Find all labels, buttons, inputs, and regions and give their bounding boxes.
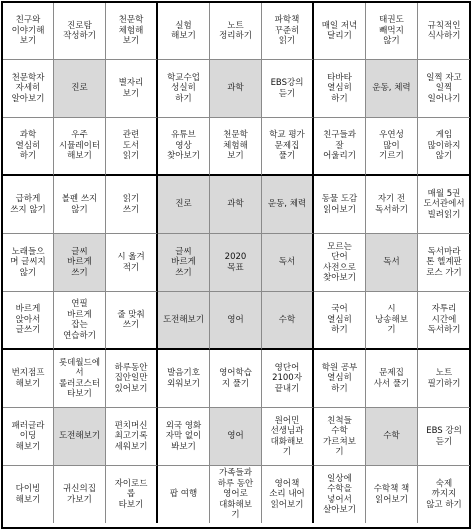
goal-cell: 천문학 체험해 보기 bbox=[106, 3, 158, 60]
goal-cell: 천문학 체험해 보기 bbox=[210, 118, 262, 176]
goal-cell-category: 영어 bbox=[210, 408, 262, 466]
goal-cell: 숙제 까지지 않고 하기 bbox=[426, 478, 462, 510]
goal-cell-category: 2020 목표 bbox=[210, 234, 262, 292]
goal-cell: 팝 여행 bbox=[158, 466, 210, 523]
goal-cell: 다이빙 해보기 bbox=[3, 466, 54, 523]
goal-cell-category: 도전해보기 bbox=[54, 408, 106, 466]
goal-cell-category: 운동, 체력 bbox=[262, 176, 314, 234]
goal-cell: 태권도 빼먹지 않기 bbox=[366, 3, 418, 60]
goal-cell-category: 수학 bbox=[366, 408, 418, 466]
goal-cell: 수학책 책 읽어보기 bbox=[366, 466, 418, 523]
goal-cell: 일찍 자고 일찍 일어나기 bbox=[418, 60, 470, 118]
goal-cell: 학원 공부 열심히 하기 bbox=[314, 350, 366, 408]
goal-cell: 자이로드 롭 타보기 bbox=[106, 466, 158, 523]
goal-cell-category: 수학 bbox=[262, 292, 314, 350]
goal-cell: 국어 열심히 하기 bbox=[314, 292, 366, 350]
goal-cell: 동물 도감 읽어보기 bbox=[314, 176, 366, 234]
goal-cell: 줄 맞춰 쓰기 bbox=[106, 292, 158, 350]
goal-cell-category: 진로 bbox=[54, 60, 106, 118]
goal-cell: 친척들 수학 가르쳐보 기 bbox=[314, 408, 366, 466]
goal-cell: 영어학습 지 풀기 bbox=[210, 350, 262, 408]
goal-cell: 게임 많이하지 않기 bbox=[418, 118, 470, 176]
goal-cell-category: 독서 bbox=[262, 234, 314, 292]
goal-cell: 우연성 많이 기르기 bbox=[366, 118, 418, 176]
goal-cell: 모르는 단어 사전으로 찾아보기 bbox=[314, 234, 366, 292]
goal-cell: 번지점프 해보기 bbox=[3, 350, 54, 408]
goal-cell: 관련 도서 읽기 bbox=[106, 118, 158, 176]
goal-cell: 진로탐 작성하기 bbox=[54, 3, 106, 60]
goal-cell: 연필 바르게 잡는 연습하기 bbox=[54, 292, 106, 350]
goal-cell: EBS 강의 듣기 bbox=[418, 408, 470, 466]
goal-cell: 볼펜 쓰지 않기 bbox=[54, 176, 106, 234]
goal-cell: 노래들으 며 글씨지 않기 bbox=[3, 234, 54, 292]
goal-cell: 실험 해보기 bbox=[158, 3, 210, 60]
goal-cell: 우주 시뮬레이터 해보기 bbox=[54, 118, 106, 176]
goal-cell: 유튜브 영상 찾아보기 bbox=[158, 118, 210, 176]
goal-cell: 롯데월드에 서 롤러코스터 타보기 bbox=[54, 350, 106, 408]
goal-cell-category: 글씨 바르게 쓰기 bbox=[158, 234, 210, 292]
goal-cell: 학교수업 성실히 하기 bbox=[158, 60, 210, 118]
goal-cell-category: 독서 bbox=[366, 234, 418, 292]
goal-cell: 독서마라 톤 헬계판 로스 가기 bbox=[418, 234, 470, 292]
goal-cell: 편치머신 최고기록 세워보기 bbox=[106, 408, 158, 466]
goal-cell: 친구와 이야기해 보기 bbox=[3, 3, 54, 60]
goal-cell-category: 과학 bbox=[210, 176, 262, 234]
goal-cell-category: 과학 bbox=[210, 60, 262, 118]
goal-cell: 영어책 소리 내어 읽어보기 bbox=[262, 466, 314, 523]
goal-cell: 별자리 보기 bbox=[106, 60, 158, 118]
goal-cell: 자기 전 독서하기 bbox=[366, 176, 418, 234]
goal-cell-category: 영어 bbox=[210, 292, 262, 350]
goal-cell: 읽기 쓰기 bbox=[106, 176, 158, 234]
goal-cell: 원어민 선생님과 대화해보 기 bbox=[262, 408, 314, 466]
goal-cell: 매월 5권 도서관에서 빌려읽기 bbox=[418, 176, 470, 234]
goal-cell: 패러글라 이딩 해보기 bbox=[3, 408, 54, 466]
goal-cell-category: 운동, 체력 bbox=[366, 60, 418, 118]
goal-cell: 노트 정리하기 bbox=[210, 3, 262, 60]
goal-cell: 급하게 쓰지 않기 bbox=[3, 176, 54, 234]
goal-cell: 외국 영화 자막 없이 봐보기 bbox=[158, 408, 210, 466]
goal-cell-category: 도전해보기 bbox=[158, 292, 210, 350]
goal-cell: 과학 열심히 하기 bbox=[3, 118, 54, 176]
goal-cell: 파학책 꾸준히 읽기 bbox=[262, 3, 314, 60]
goal-cell: 시 낭송해보 기 bbox=[366, 292, 418, 350]
goal-cell: 바르게 앉아서 글쓰기 bbox=[3, 292, 54, 350]
mandalart-board bbox=[1, 1, 471, 529]
goal-cell: 친구들과 잘 어울리기 bbox=[314, 118, 366, 176]
goal-cell: 하루동안 집안일만 있어보기 bbox=[106, 350, 158, 408]
goal-cell: EBS강의 듣기 bbox=[262, 60, 314, 118]
goal-cell-category: 글씨 바르게 쓰기 bbox=[54, 234, 106, 292]
goal-cell: 타바타 열심히 하기 bbox=[314, 60, 366, 118]
goal-cell: 문제집 사서 풀기 bbox=[366, 350, 418, 408]
goal-cell: 가족들과 하루 동안 영어로 대화해보 기 bbox=[210, 466, 262, 523]
goal-cell: 일상에 수학을 넣어서 살아보기 bbox=[314, 466, 366, 523]
goal-cell: 매일 저녁 달리기 bbox=[314, 3, 366, 60]
goal-cell: 노트 필기하기 bbox=[418, 350, 470, 408]
goal-cell: 귀신의집 가보기 bbox=[54, 466, 106, 523]
goal-cell: 규칙적인 식사하기 bbox=[418, 3, 470, 60]
goal-cell: 영단어 2100자 끝내기 bbox=[262, 350, 314, 408]
goal-cell: 학교 평가 문제집 풀기 bbox=[262, 118, 314, 176]
goal-cell: 천문학자 자세히 알아보기 bbox=[3, 60, 54, 118]
goal-cell-category: 진로 bbox=[158, 176, 210, 234]
goal-cell: 발음기호 외워보기 bbox=[158, 350, 210, 408]
goal-cell: 시 옮겨 적기 bbox=[106, 234, 158, 292]
goal-cell: 자투리 시간에 독서하기 bbox=[418, 292, 470, 350]
